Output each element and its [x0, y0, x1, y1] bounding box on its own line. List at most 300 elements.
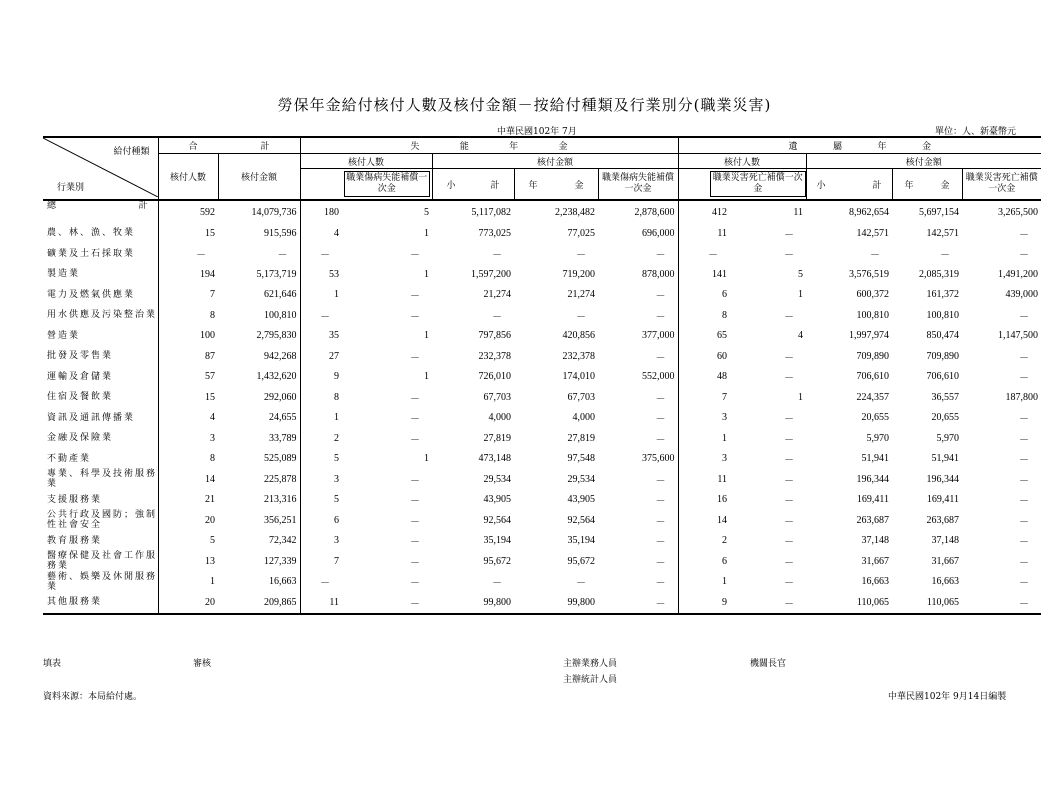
table-cell: 196,344: [926, 473, 960, 485]
table-cell: 5: [158, 531, 218, 552]
table-row: [43, 200, 1041, 223]
table-cell: －: [655, 578, 666, 590]
table-cell: 20,655: [931, 412, 960, 424]
table-cell: 21,274: [567, 289, 595, 301]
table-cell: 15: [158, 387, 218, 408]
table-cell: －: [784, 516, 795, 528]
industry-name: 不動產業: [47, 453, 92, 464]
disability-people-header: 核付人數: [300, 154, 432, 169]
table-cell: －: [655, 311, 666, 323]
table-cell: 53: [300, 264, 342, 285]
table-cell: 97,548: [567, 453, 595, 465]
table-cell: 1: [424, 330, 429, 342]
table-cell: 213,316: [264, 494, 297, 506]
table-cell: －: [784, 557, 795, 569]
footer-business-officer: 主辦業務人員: [563, 659, 618, 669]
table-cell: 1: [678, 428, 730, 449]
table-cell: 7: [300, 551, 342, 572]
table-cell: 51,941: [931, 453, 960, 465]
survivor-subtotal-char-1: 小: [816, 180, 826, 191]
footer-stats-officer: 主辦統計人員: [563, 675, 618, 685]
table-row: [43, 449, 1041, 470]
table-cell: 942,268: [264, 350, 297, 362]
table-cell: －: [410, 537, 420, 549]
table-cell: －: [655, 393, 666, 405]
table-row: [43, 551, 1041, 572]
disability-amount-header: 核付金額: [432, 154, 678, 169]
table-cell: 196,344: [856, 473, 890, 485]
total-label-char-2: 計: [138, 201, 150, 211]
table-cell: 4: [798, 330, 804, 342]
table-cell: －: [1019, 578, 1030, 590]
table-cell: －: [492, 250, 502, 262]
table-cell: 43,905: [483, 494, 511, 506]
table-cell: 8: [158, 305, 218, 326]
table-cell: 5: [424, 206, 429, 218]
table-cell: －: [784, 598, 795, 610]
table-cell: 1: [300, 285, 342, 306]
table-cell: 31,667: [861, 555, 890, 567]
table-cell: 7: [158, 285, 218, 306]
total-group-header: [158, 137, 300, 154]
industry-name: 藝術、娛樂及休閒服務業: [47, 571, 158, 592]
table-cell: －: [277, 250, 288, 262]
industry-name: 專業、科學及技術服務業: [47, 469, 158, 490]
total-group-char-1: 合: [188, 142, 198, 152]
table-cell: 2,085,319: [919, 268, 960, 280]
table-cell: －: [300, 572, 342, 593]
table-row: [43, 346, 1041, 367]
table-cell: －: [784, 352, 795, 364]
table-cell: 72,342: [269, 535, 297, 547]
table-cell: －: [1019, 496, 1030, 508]
table-cell: 21,274: [483, 289, 511, 301]
table-cell: 1: [424, 371, 429, 383]
table-cell: －: [410, 516, 420, 528]
table-cell: 36,557: [931, 391, 960, 403]
disability-lump-amount-header: 職業傷病失能補償一次金: [598, 169, 678, 201]
total-label-char-1: 總: [47, 201, 59, 211]
table-cell: －: [678, 244, 730, 265]
table-cell: 27,819: [483, 432, 511, 444]
table-cell: 95,672: [483, 555, 511, 567]
table-row: [43, 490, 1041, 511]
table-cell: 5,173,719: [256, 268, 297, 280]
table-cell: －: [410, 291, 420, 303]
table-cell: －: [655, 291, 666, 303]
survivor-group-header: [678, 137, 1041, 154]
table-cell: 4,000: [488, 412, 511, 424]
table-cell: －: [784, 373, 795, 385]
disability-group-char-4: 金: [558, 142, 568, 152]
table-cell: 142,571: [856, 227, 890, 239]
table-cell: 11: [678, 223, 730, 244]
corner-label-industry: 行業別: [57, 183, 85, 193]
table-cell: 92,564: [567, 514, 595, 526]
survivor-amount-header: 核付金額: [806, 154, 1041, 169]
industry-name: 醫療保健及社會工作服務業: [47, 551, 158, 572]
table-cell: －: [655, 496, 666, 508]
table-cell: －: [576, 250, 586, 262]
disability-annuity-header: [514, 169, 598, 201]
industry-name: 批發及零售業: [47, 351, 114, 362]
table-cell: 412: [678, 200, 730, 223]
table-row: [43, 531, 1041, 552]
table-cell: －: [870, 250, 881, 262]
disability-group-char-1: 失: [410, 142, 420, 152]
table-cell: 9: [300, 367, 342, 388]
survivor-annuity-header: [892, 169, 962, 201]
table-cell: －: [784, 496, 795, 508]
table-cell: 5: [300, 449, 342, 470]
table-cell: 263,687: [856, 514, 890, 526]
table-cell: 11: [678, 469, 730, 490]
table-cell: 16: [678, 490, 730, 511]
industry-name: 電力及燃氣供應業: [47, 289, 136, 300]
table-cell: －: [158, 244, 218, 265]
table-cell: 8,962,654: [849, 206, 890, 218]
table-cell: －: [410, 557, 420, 569]
table-cell: 169,411: [926, 494, 960, 506]
industry-name: 運輸及倉儲業: [47, 371, 114, 382]
table-cell: 5,970: [936, 432, 960, 444]
table-cell: 726,010: [478, 371, 511, 383]
table-cell: 3: [300, 469, 342, 490]
table-cell: 11: [793, 206, 804, 218]
table-cell: －: [410, 393, 420, 405]
table-cell: 4,000: [572, 412, 595, 424]
table-cell: －: [655, 434, 666, 446]
table-cell: 95,672: [567, 555, 595, 567]
disability-lump-label: 職業傷病失能補償一次金: [346, 173, 428, 194]
table-row: [43, 285, 1041, 306]
table-cell: 20: [158, 510, 218, 531]
table-cell: －: [784, 434, 795, 446]
table-cell: 100: [158, 326, 218, 347]
footer-reviewed: 審核: [193, 659, 212, 669]
table-cell: 356,251: [264, 514, 297, 526]
table-cell: 1: [798, 391, 804, 403]
table-cell: －: [655, 516, 666, 528]
total-group-char-2: 計: [260, 142, 270, 152]
industry-name: 其他服務業: [47, 597, 103, 608]
table-cell: －: [300, 244, 342, 265]
table-cell: 187,800: [1005, 391, 1039, 403]
table-cell: 6: [300, 510, 342, 531]
survivor-lump-amount-header: 職業災害死亡補償一次金: [962, 169, 1041, 201]
table-cell: 377,000: [642, 330, 675, 342]
table-cell: 2,795,830: [256, 330, 297, 342]
table-cell: 525,089: [264, 453, 297, 465]
footer-made-date: 中華民國102年 9月14日編製: [888, 692, 1007, 702]
survivor-lump-header: [712, 169, 806, 201]
table-cell: 5,697,154: [919, 206, 960, 218]
survivor-annuity-char-1: 年: [904, 180, 914, 191]
industry-name: [43, 201, 158, 223]
table-row: [43, 244, 1041, 265]
table-cell: 263,687: [926, 514, 960, 526]
industry-name: 公共行政及國防；強制性社會安全: [47, 510, 158, 531]
table-cell: 2: [678, 531, 730, 552]
table-row: [43, 469, 1041, 490]
benefits-table: [43, 136, 1041, 615]
table-cell: 24,655: [269, 412, 297, 424]
table-cell: 65: [678, 326, 730, 347]
table-cell: 915,596: [264, 227, 297, 239]
table-row: [43, 326, 1041, 347]
table-cell: 600,372: [856, 289, 890, 301]
table-cell: －: [784, 250, 795, 262]
table-cell: 1: [300, 408, 342, 429]
table-cell: －: [410, 434, 420, 446]
table-cell: 27,819: [567, 432, 595, 444]
industry-name: 農、林、漁、牧業: [47, 228, 136, 239]
table-cell: 773,025: [478, 227, 511, 239]
survivor-subtotal-header: [806, 169, 892, 201]
table-cell: －: [576, 311, 586, 323]
table-cell: －: [784, 455, 795, 467]
table-cell: 2,238,482: [555, 206, 595, 218]
survivor-annuity-char-2: 金: [940, 180, 950, 191]
table-cell: 29,534: [567, 473, 595, 485]
table-cell: 29,534: [483, 473, 511, 485]
table-cell: 232,378: [478, 350, 511, 362]
table-cell: 57: [158, 367, 218, 388]
disability-group-header: [300, 137, 678, 154]
table-cell: －: [1019, 516, 1030, 528]
table-cell: 439,000: [1005, 289, 1039, 301]
industry-name: 製造業: [47, 269, 81, 280]
table-cell: －: [784, 229, 795, 241]
table-cell: 99,800: [483, 596, 511, 608]
report-period: 中華民國102年 7月: [497, 127, 577, 137]
table-cell: －: [655, 352, 666, 364]
table-cell: 11: [300, 592, 342, 614]
survivor-subtotal-char-2: 計: [872, 180, 882, 191]
table-cell: 6: [678, 551, 730, 572]
table-cell: 4: [300, 223, 342, 244]
table-cell: 14: [158, 469, 218, 490]
table-cell: －: [410, 496, 420, 508]
table-cell: 15: [158, 223, 218, 244]
table-cell: 878,000: [642, 268, 675, 280]
table-cell: 67,703: [483, 391, 511, 403]
table-cell: 473,148: [478, 453, 511, 465]
table-cell: －: [784, 475, 795, 487]
table-cell: 48: [678, 367, 730, 388]
table-cell: 16,663: [269, 576, 297, 588]
table-cell: 225,878: [264, 473, 297, 485]
table-cell: 100,810: [926, 309, 960, 321]
table-cell: －: [410, 250, 420, 262]
table-cell: 60: [678, 346, 730, 367]
table-cell: 77,025: [567, 227, 595, 239]
table-cell: 161,372: [926, 289, 960, 301]
table-cell: －: [655, 414, 666, 426]
table-cell: 20,655: [861, 412, 890, 424]
table-cell: 194: [158, 264, 218, 285]
industry-name: 營造業: [47, 330, 81, 341]
table-cell: 142,571: [926, 227, 960, 239]
table-row: [43, 387, 1041, 408]
table-row: [43, 408, 1041, 429]
corner-label-benefit-type: 給付種類: [113, 147, 150, 157]
table-row: [43, 510, 1041, 531]
table-cell: 592: [158, 200, 218, 223]
table-cell: －: [492, 311, 502, 323]
table-cell: 99,800: [567, 596, 595, 608]
disability-group-char-3: 年: [509, 142, 519, 152]
table-cell: 3,576,519: [849, 268, 890, 280]
industry-name: 住宿及餐飲業: [47, 392, 114, 403]
survivor-lump-box: [710, 171, 806, 197]
table-row: [43, 428, 1041, 449]
table-cell: －: [1019, 455, 1030, 467]
table-cell: 92,564: [483, 514, 511, 526]
table-cell: 100,810: [264, 309, 297, 321]
industry-name: 教育服務業: [47, 535, 103, 546]
table-cell: 174,010: [562, 371, 595, 383]
table-cell: 696,000: [642, 227, 675, 239]
table-cell: 37,148: [861, 535, 890, 547]
table-cell: 1,432,620: [256, 371, 297, 383]
industry-name: 用水供應及污染整治業: [47, 310, 158, 321]
disability-people-spacer: [300, 169, 342, 201]
table-cell: 209,865: [264, 596, 297, 608]
table-cell: －: [410, 352, 420, 364]
table-cell: 1,597,200: [471, 268, 511, 280]
table-cell: 100,810: [856, 309, 890, 321]
table-cell: －: [1019, 311, 1030, 323]
table-cell: 169,411: [856, 494, 890, 506]
table-cell: 797,856: [478, 330, 511, 342]
report-title: 勞保年金給付核付人數及核付金額－按給付種類及行業別分(職業災害): [277, 96, 772, 114]
table-cell: 16,663: [931, 576, 960, 588]
table-cell: －: [1019, 475, 1030, 487]
table-cell: －: [1019, 229, 1030, 241]
table-cell: 552,000: [642, 371, 675, 383]
disability-subtotal-header: [432, 169, 514, 201]
table-cell: 621,646: [264, 289, 297, 301]
table-cell: 33,789: [269, 432, 297, 444]
table-cell: 1: [798, 289, 804, 301]
table-cell: －: [655, 475, 666, 487]
table-cell: 719,200: [562, 268, 595, 280]
survivor-group-char-3: 年: [877, 142, 887, 152]
table-cell: 16,663: [861, 576, 890, 588]
table-cell: －: [655, 557, 666, 569]
table-cell: 31,667: [931, 555, 960, 567]
table-cell: 14,079,736: [251, 206, 297, 218]
table-cell: 8: [300, 387, 342, 408]
table-cell: －: [784, 414, 795, 426]
survivor-group-char-1: 遺: [788, 142, 798, 152]
table-cell: 5,970: [866, 432, 890, 444]
table-cell: 141: [678, 264, 730, 285]
table-cell: 8: [678, 305, 730, 326]
footer-prepared: 填表: [43, 659, 62, 669]
survivor-group-char-2: 屬: [833, 142, 843, 152]
table-cell: 1: [424, 453, 429, 465]
industry-name: 資訊及通訊傳播業: [47, 412, 136, 423]
survivor-group-char-4: 金: [921, 142, 931, 152]
disability-annuity-char-1: 年: [528, 180, 538, 191]
table-cell: 3: [678, 449, 730, 470]
table-cell: 1,491,200: [998, 268, 1039, 280]
table-row: [43, 223, 1041, 244]
table-cell: 232,378: [562, 350, 595, 362]
disability-subtotal-char-2: 計: [490, 180, 500, 191]
table-cell: －: [1019, 434, 1030, 446]
disability-annuity-char-2: 金: [574, 180, 584, 191]
table-row: [43, 367, 1041, 388]
disability-lump-box: [344, 171, 430, 197]
table-row: [43, 264, 1041, 285]
table-cell: 27: [300, 346, 342, 367]
table-cell: 850,474: [926, 330, 960, 342]
table-cell: 35: [300, 326, 342, 347]
table-row: [43, 572, 1041, 593]
table-cell: 67,703: [567, 391, 595, 403]
disability-subtotal-char-1: 小: [446, 180, 456, 191]
table-cell: 51,941: [861, 453, 890, 465]
industry-name: 金融及保險業: [47, 433, 114, 444]
footer-source: 資料來源：本局給付處。: [43, 692, 143, 702]
table-cell: 13: [158, 551, 218, 572]
table-cell: 1: [424, 268, 429, 280]
disability-lump-header: [342, 169, 432, 201]
table-cell: －: [492, 578, 502, 590]
table-cell: 5: [798, 268, 804, 280]
table-cell: 1: [678, 572, 730, 593]
total-people-header: 核付人數: [158, 154, 218, 201]
table-cell: －: [576, 578, 586, 590]
table-cell: 20: [158, 592, 218, 614]
table-cell: 4: [158, 408, 218, 429]
footer-agency-head: 機關長官: [750, 659, 787, 669]
table-body: [43, 200, 1041, 614]
table-cell: －: [1019, 352, 1030, 364]
table-cell: －: [1019, 250, 1030, 262]
table-cell: 3: [678, 408, 730, 429]
table-cell: 292,060: [264, 391, 297, 403]
table-cell: 709,890: [856, 350, 890, 362]
table-cell: 9: [678, 592, 730, 614]
table-cell: 706,610: [856, 371, 890, 383]
table-cell: 6: [678, 285, 730, 306]
table-cell: 8: [158, 449, 218, 470]
table-cell: 43,905: [567, 494, 595, 506]
table-cell: 375,600: [642, 453, 675, 465]
table-cell: 3: [158, 428, 218, 449]
table-cell: －: [784, 537, 795, 549]
survivor-lump-label: 職業災害死亡補償一次金: [712, 173, 803, 194]
table-row: [43, 305, 1041, 326]
table-cell: 1: [424, 227, 429, 239]
table-cell: 1,147,500: [998, 330, 1039, 342]
table-cell: －: [655, 598, 666, 610]
table-cell: －: [1019, 557, 1030, 569]
table-cell: －: [300, 305, 342, 326]
table-cell: 35,194: [483, 535, 511, 547]
table-cell: －: [1019, 373, 1030, 385]
report-unit: 單位：人、新臺幣元: [935, 127, 1017, 137]
disability-group-char-2: 能: [459, 142, 469, 152]
table-cell: －: [410, 578, 420, 590]
total-amount-header: 核付金額: [218, 154, 300, 201]
table-cell: 127,339: [264, 555, 297, 567]
header-corner: [43, 137, 158, 200]
